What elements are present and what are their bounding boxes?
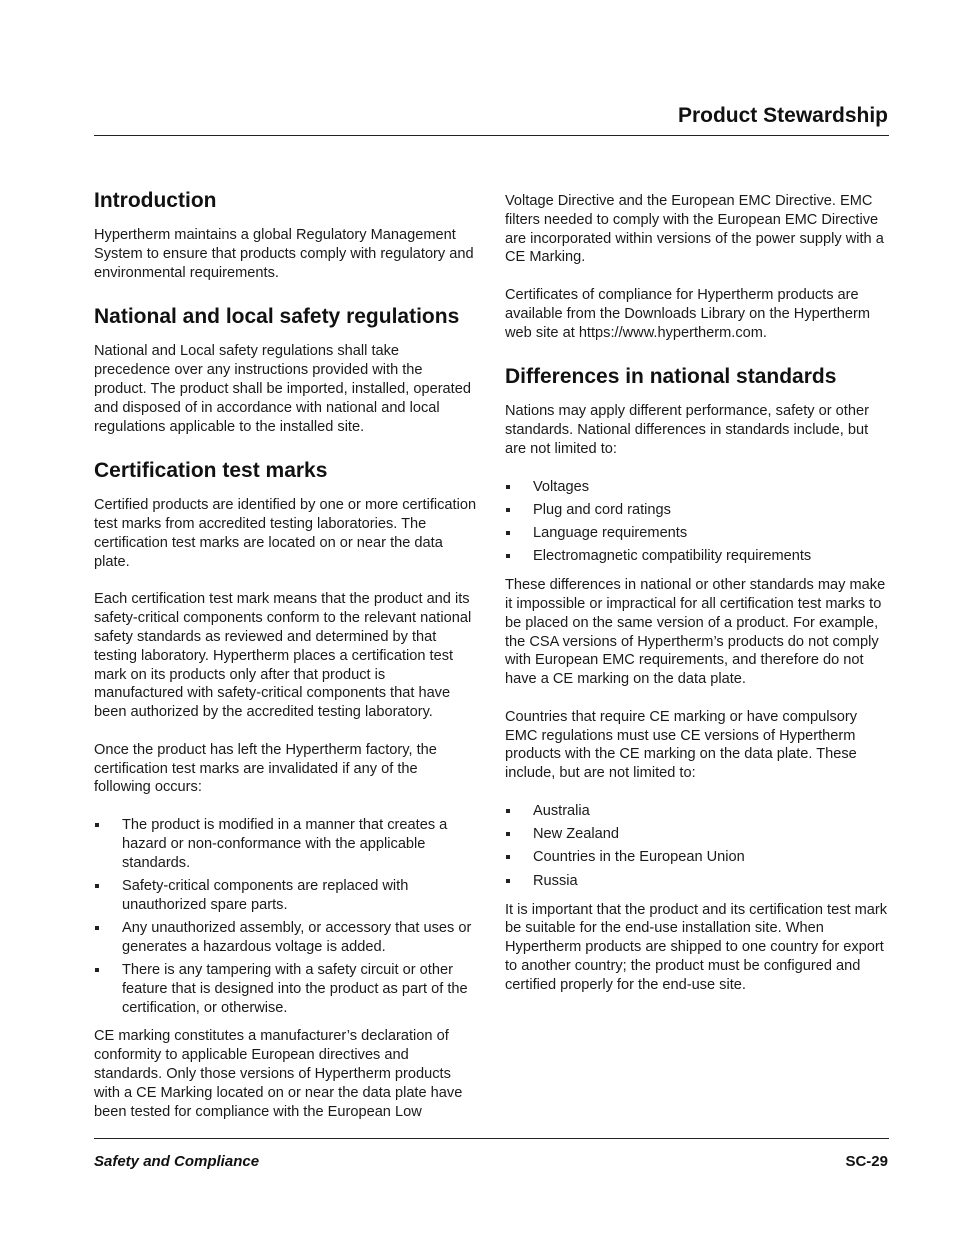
right-column: [505, 192, 889, 1013]
list-item: Countries in the European Union: [505, 848, 889, 867]
list-item: Australia: [505, 802, 889, 821]
introduction-text: Hypertherm maintains a global Regulatory Management System to ensure that products comply with regulatory and environmental requirements.: [94, 227, 474, 281]
certification-paragraph-1: Certified products are identified by one or more certification test marks from accredited testing laboratories. The certification test marks are located on or near the data plate.: [94, 497, 477, 570]
list-item: Electromagnetic compatibility requirements: [505, 547, 889, 566]
footer-divider: [94, 1138, 889, 1139]
emc-directive-paragraph: Voltage Directive and the European EMC Directive. EMC filters needed to comply with the European EMC Directive are incorporated within versions of the power supply with a CE Marking.: [505, 193, 884, 266]
certification-paragraph-3: Once the product has left the Hypertherm factory, the certification test marks are invalidated if any of the following occurs:: [94, 741, 437, 796]
national-regulations-heading: National and local safety regulations: [94, 305, 460, 329]
list-item: Safety-critical components are replaced with unauthorized spare parts.: [94, 877, 478, 915]
page-number: SC-29: [845, 1153, 888, 1170]
differences-paragraph-1: Nations may apply different performance, safety or other standards. National differences in standards include, but are not limited to:: [505, 403, 869, 457]
page-header-title: Product Stewardship: [677, 104, 888, 127]
countries-list: [505, 802, 889, 891]
differences-heading: Differences in national standards: [505, 365, 837, 389]
differences-paragraph-3: Countries that require CE marking or have compulsory EMC regulations must use CE versions of Hypertherm products with the CE marking on the data plate. These include, but are not limited to:: [505, 708, 858, 782]
list-item: Russia: [505, 872, 889, 891]
certificates-paragraph: Certificates of compliance for Hypertherm products are available from the Downloads Library on the Hypertherm web site at https://www.hypertherm.com.: [505, 286, 871, 341]
list-item: Language requirements: [505, 524, 889, 543]
list-item: New Zealand: [505, 825, 889, 844]
list-item: There is any tampering with a safety circuit or other feature that is designed into the product as part of the certification, or otherwise.: [94, 961, 478, 1017]
footer-section-title: Safety and Compliance: [94, 1153, 260, 1170]
introduction-heading: Introduction: [94, 189, 217, 212]
certification-paragraph-2: Each certification test mark means that the product and its safety-critical components conform to the relevant national safety standards as reviewed and determined by that testing laboratory. Hypertherm places a certification test mark on its products only after that product is manufactured with safety-critical components that have been authorized by the accredited testing laboratory.: [94, 591, 472, 721]
left-column: [94, 188, 478, 1140]
differences-paragraph-4: It is important that the product and its certification test mark be suitable for the end-use installation site. When Hypertherm products are shipped to one country for export to another country; the product must be configured and certified properly for the end-use site.: [505, 901, 888, 993]
list-item: The product is modified in a manner that creates a hazard or non-conformance with the applicable standards.: [94, 816, 478, 872]
differences-list: [505, 478, 889, 567]
list-item: Plug and cord ratings: [505, 501, 889, 520]
certification-heading: Certification test marks: [94, 459, 328, 483]
differences-paragraph-2: These differences in national or other standards may make it impossible or impractical for all certification test marks to be placed on the same version of a product. For example, the CSA versions of Hypertherm’s products do not comply with European EMC requirements, and therefore do not have a CE marking on the data plate.: [505, 577, 886, 688]
list-item: Any unauthorized assembly, or accessory that uses or generates a hazardous voltage is added.: [94, 919, 478, 957]
header-divider: [94, 135, 889, 136]
list-item: Voltages: [505, 478, 889, 497]
ce-marking-paragraph: CE marking constitutes a manufacturer’s declaration of conformity to applicable European directives and standards. Only those versions of Hypertherm products with a CE Marking located on or near the data plate have been tested for compliance with the European Low: [94, 1028, 463, 1120]
invalidation-list: [94, 816, 478, 1017]
national-regulations-text: National and Local safety regulations shall take precedence over any instructions provided with the product. The product shall be imported, installed, operated and disposed of in accordance with national and local regulations applicable to the installed site.: [94, 343, 471, 435]
